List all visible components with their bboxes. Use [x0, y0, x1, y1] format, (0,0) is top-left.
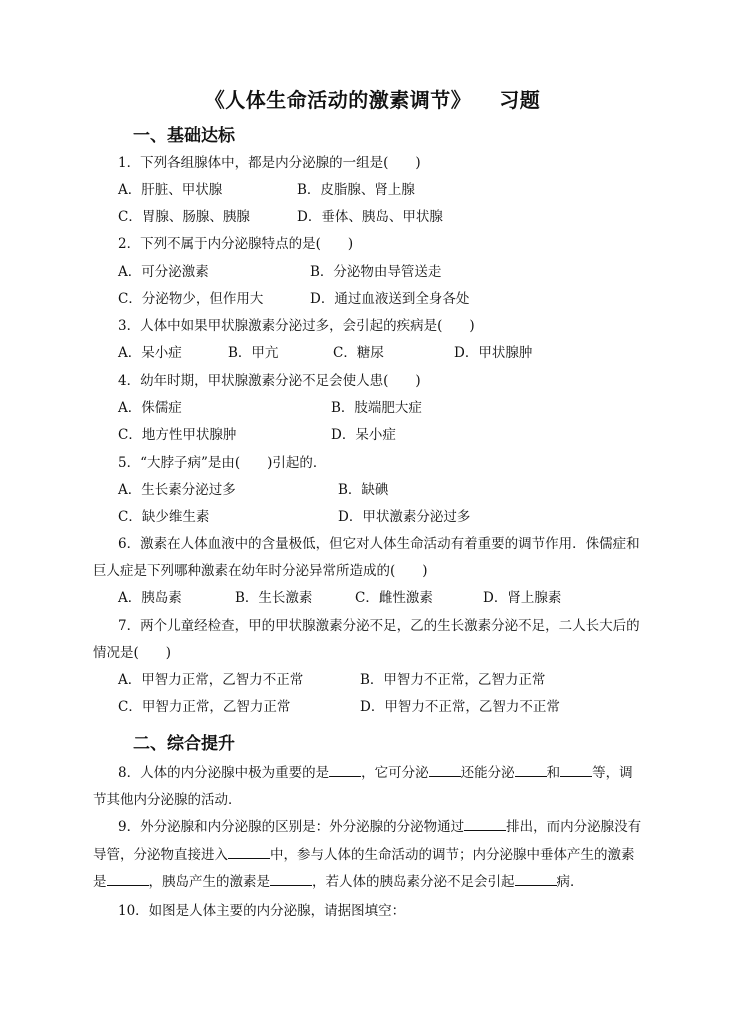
question-8-blank-4[interactable] [560, 764, 592, 777]
question-8-blank-2[interactable] [429, 764, 461, 777]
question-4-stem: 4．幼年时期，甲状腺激素分泌不足会使人患( ) [118, 373, 421, 389]
question-9-blank-5[interactable] [515, 873, 557, 886]
question-2-stem: 2．下列不属于内分泌腺特点的是( ) [118, 236, 354, 252]
question-8-text-2: ，它可分泌 [361, 765, 429, 781]
question-1-option-a: A．肝脏、甲状腺 [118, 182, 223, 198]
section-heading-basic: 一、基础达标 [133, 126, 235, 146]
question-8-text-3: 还能分泌 [460, 765, 515, 781]
question-9-blank-1[interactable] [464, 818, 506, 831]
question-7-option-a: A．甲智力正常，乙智力不正常 [118, 672, 304, 688]
question-9-text-8: 病． [556, 874, 584, 890]
question-7-stem-line-1: 7．两个儿童经检查，甲的甲状腺激素分泌不足，乙的生长激素分泌不足，二人长大后的 [118, 618, 640, 634]
question-6-option-d: D．肾上腺素 [483, 590, 562, 606]
question-6-stem-line-1: 6．激素在人体血液中的含量极低，但它对人体生命活动有着重要的调节作用．侏儒症和 [118, 536, 640, 552]
question-5-option-b: B．缺碘 [338, 482, 389, 498]
question-1-option-d: D．垂体、胰岛、甲状腺 [297, 209, 443, 225]
question-7-option-b: B．甲智力不正常，乙智力正常 [360, 672, 546, 688]
question-3-option-a: A．呆小症 [118, 345, 182, 361]
question-7-stem-line-2: 情况是( ) [93, 645, 172, 661]
question-9-text-5: 是 [93, 874, 107, 890]
question-8-text-1: 8．人体的内分泌腺中极为重要的是 [118, 765, 330, 781]
question-1-option-b: B．皮脂腺、肾上腺 [297, 182, 415, 198]
question-9-line-1 [118, 818, 641, 836]
question-1-stem: 1．下列各组腺体中，都是内分泌腺的一组是( ) [118, 155, 421, 171]
question-3-option-b: B．甲亢 [228, 345, 279, 361]
question-8-line-2: 节其他内分泌腺的活动． [93, 792, 242, 808]
question-9-text-3: 导管，分泌物直接进入 [93, 847, 228, 863]
question-9-text-1: 9．外分泌腺和内分泌腺的区别是：外分泌腺的分泌物通过 [118, 819, 465, 835]
question-6-option-a: A．胰岛素 [118, 590, 182, 606]
question-2-option-c: C．分泌物少，但作用大 [118, 291, 264, 307]
question-7-option-c: C．甲智力正常，乙智力正常 [118, 699, 291, 715]
section-heading-comprehensive: 二、综合提升 [133, 734, 235, 754]
question-4-option-c: C．地方性甲状腺肿 [118, 427, 237, 443]
question-5-option-c: C．缺少维生素 [118, 509, 210, 525]
question-2-option-b: B．分泌物由导管送走 [310, 264, 442, 280]
page-title [0, 84, 745, 113]
question-9-text-7: ，若人体的胰岛素分泌不足会引起 [312, 874, 515, 890]
question-9-blank-4[interactable] [270, 873, 312, 886]
question-4-option-a: A．侏儒症 [118, 400, 182, 416]
question-9-text-6: ，胰岛产生的激素是 [148, 874, 270, 890]
title-suffix: 习题 [499, 88, 541, 112]
question-8-text-4: 和 [546, 765, 561, 781]
question-1-option-c: C．胃腺、肠腺、胰腺 [118, 209, 250, 225]
question-4-option-d: D．呆小症 [331, 427, 396, 443]
question-6-stem-line-2: 巨人症是下列哪种激素在幼年时分泌异常所造成的( ) [93, 563, 428, 579]
question-3-stem: 3．人体中如果甲状腺激素分泌过多，会引起的疾病是( ) [118, 318, 475, 334]
question-9-line-3 [93, 873, 584, 891]
question-3-option-c: C．糖尿 [333, 345, 384, 361]
question-3-option-d: D．甲状腺肿 [454, 345, 533, 361]
question-9-line-2 [93, 846, 635, 864]
question-10-stem: 10．如图是人体主要的内分泌腺，请据图填空： [118, 903, 406, 919]
question-7-option-d: D．甲智力不正常，乙智力不正常 [360, 699, 560, 715]
question-8-text-5: 等，调 [592, 765, 633, 781]
question-8-blank-3[interactable] [515, 764, 547, 777]
question-5-option-a: A．生长素分泌过多 [118, 482, 236, 498]
question-5-option-d: D．甲状激素分泌过多 [338, 509, 471, 525]
title-main: 《人体生命活动的激素调节》 [204, 88, 472, 112]
question-8-line-1 [118, 764, 633, 782]
question-9-text-2: 排出，而内分泌腺没有 [506, 819, 642, 835]
question-9-blank-3[interactable] [107, 873, 149, 886]
question-4-option-b: B．肢端肥大症 [331, 400, 422, 416]
question-2-option-a: A．可分泌激素 [118, 264, 209, 280]
question-2-option-d: D．通过血液送到全身各处 [310, 291, 470, 307]
question-9-blank-2[interactable] [228, 846, 270, 859]
question-6-option-b: B．生长激素 [235, 590, 313, 606]
question-6-option-c: C．雌性激素 [355, 590, 433, 606]
question-5-stem: 5．“大脖子病”是由( )引起的． [118, 455, 327, 471]
question-9-text-4: 中，参与人体的生命活动的调节；内分泌腺中垂体产生的激素 [270, 847, 635, 863]
question-8-blank-1[interactable] [329, 764, 361, 777]
